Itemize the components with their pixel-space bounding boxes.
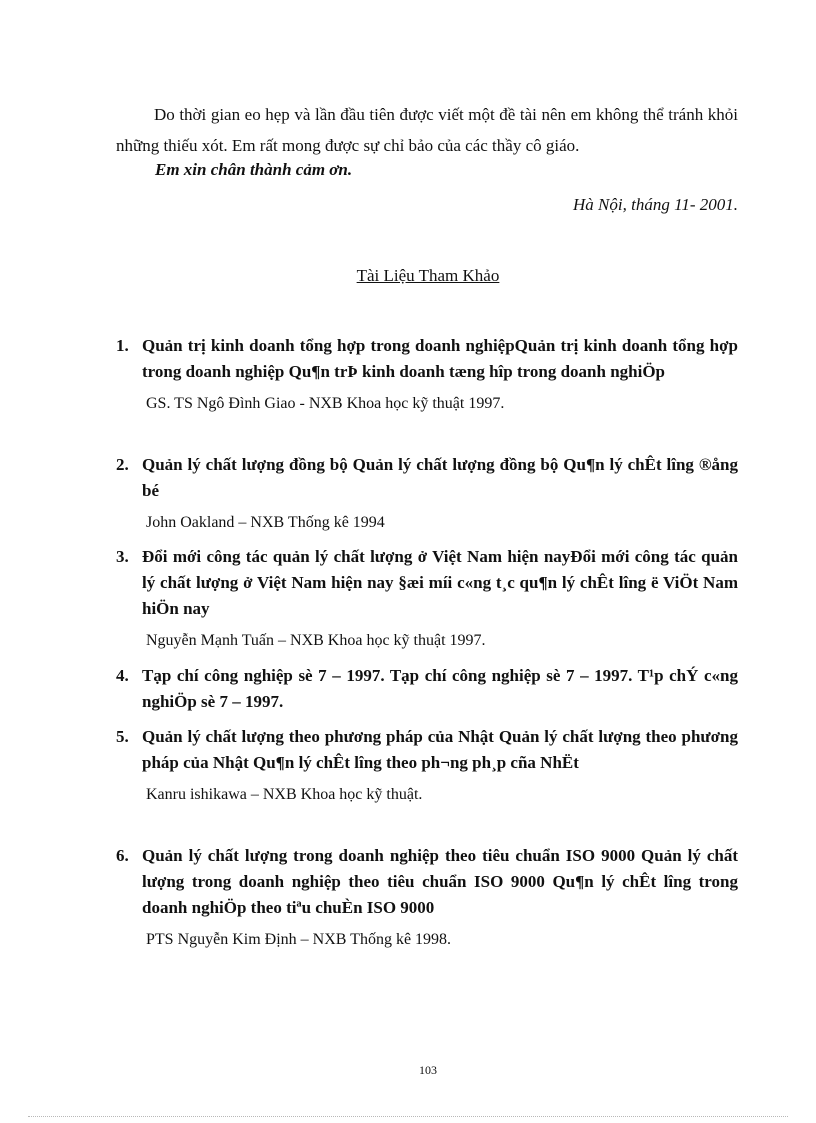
closing-paragraph: Do thời gian eo hẹp và lần đầu tiên được viết một đề tài nên em không thể tránh khỏi những thiếu xót. Em rất mong được sự chỉ bảo của các thầy cô giáo. xyxy=(116,105,738,155)
page-number: 103 xyxy=(419,1063,437,1077)
reference-item-1 xyxy=(116,333,738,416)
reference-title: Tạp chí công nghiệp sè 7 – 1997. Tạp chí công nghiệp sè 7 – 1997. T¹p chÝ c«ng nghiÖp sè 7 – 1997. xyxy=(142,666,738,711)
reference-title: Đổi mới công tác quản lý chất lượng ở Việt Nam hiện nayĐổi mới công tác quản lý chất lượng ở Việt Nam hiện nay §æi míi c«ng t¸c qu¶n lý chÊt lîng ë ViÖt Nam hiÖn nay xyxy=(142,547,738,618)
reference-number: 3. xyxy=(116,547,129,566)
reference-author: Nguyễn Mạnh Tuấn – NXB Khoa học kỹ thuật 1997. xyxy=(146,632,486,649)
references-title: Tài Liệu Tham Khảo xyxy=(356,266,500,285)
reference-item-4 xyxy=(116,663,738,715)
reference-title: Quản trị kinh doanh tổng hợp trong doanh nghiệpQuản trị kinh doanh tổng hợp trong doanh nghiệp Qu¶n trÞ kinh doanh tæng hîp trong doanh nghiÖp xyxy=(142,336,738,381)
reference-author: GS. TS Ngô Đình Giao - NXB Khoa học kỹ thuật 1997. xyxy=(146,395,505,412)
reference-item-5 xyxy=(116,724,738,807)
reference-item-2 xyxy=(116,452,738,535)
thanks-line: Em xin chân thành cảm ơn. xyxy=(155,160,353,179)
reference-number: 1. xyxy=(116,336,129,355)
reference-author: PTS Nguyễn Kim Định – NXB Thống kê 1998. xyxy=(146,931,452,948)
reference-number: 2. xyxy=(116,455,129,474)
reference-number: 6. xyxy=(116,846,129,865)
reference-author: John Oakland – NXB Thống kê 1994 xyxy=(146,514,385,531)
reference-title: Quản lý chất lượng theo phương pháp của Nhật Quản lý chất lượng theo phương pháp của Nhật Qu¶n lý chÊt lîng theo ph¬ng ph¸p cña NhËt xyxy=(142,727,738,772)
reference-number: 4. xyxy=(116,666,129,685)
reference-item-6 xyxy=(116,843,738,952)
reference-title: Quản lý chất lượng trong doanh nghiệp theo tiêu chuẩn ISO 9000 Quản lý chất lượng trong doanh nghiệp theo tiêu chuẩn ISO 9000 Qu¶n lý chÊt lîng trong doanh nghiÖp theo tiªu chuÈn ISO 9000 xyxy=(142,846,738,917)
page-bottom-divider xyxy=(28,1116,788,1117)
reference-title: Quản lý chất lượng đồng bộ Quản lý chất lượng đồng bộ Qu¶n lý chÊt lîng ®ång bé xyxy=(142,455,738,500)
reference-author: Kanru ishikawa – NXB Khoa học kỹ thuật. xyxy=(146,786,423,803)
place-date: Hà Nội, tháng 11- 2001. xyxy=(573,195,738,214)
reference-number: 5. xyxy=(116,727,129,746)
reference-item-3 xyxy=(116,544,738,653)
